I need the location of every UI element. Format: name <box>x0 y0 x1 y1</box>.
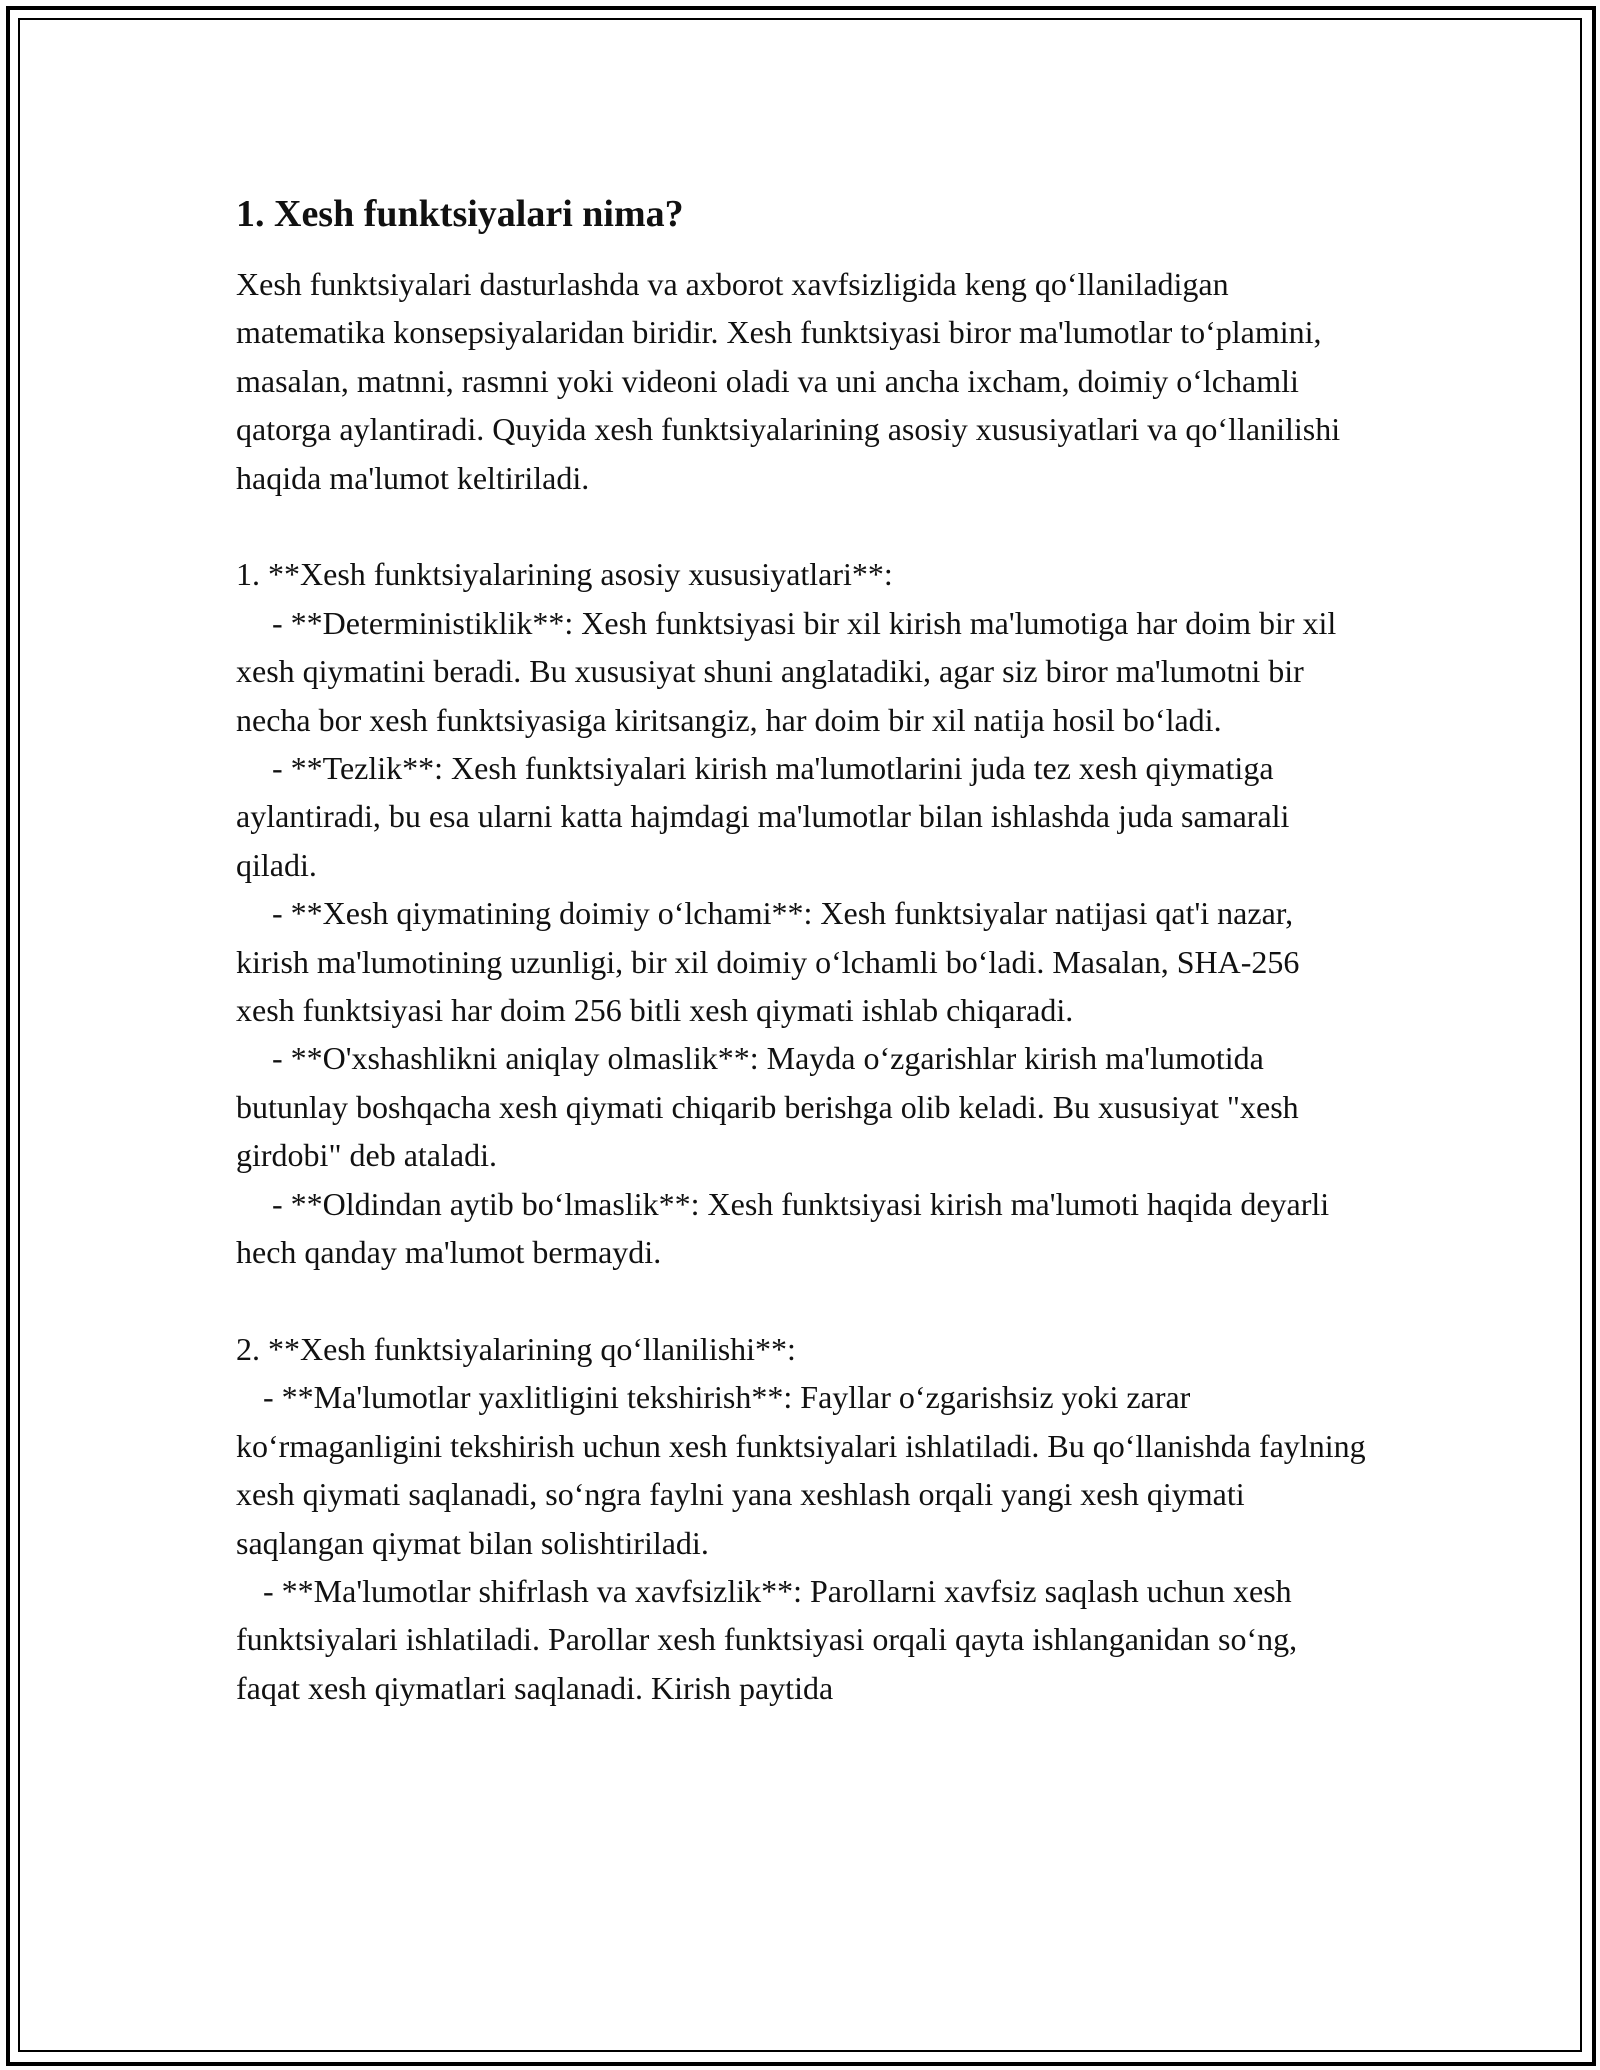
paragraph-spacer <box>236 1277 1366 1325</box>
list-item-speed: - **Tezlik**: Xesh funktsiyalari kirish ma'lumotlarini juda tez xesh qiymatiga aylantiradi, bu esa ularni katta hajmdagi ma'lumotlar bilan ishlashda juda samarali qiladi. <box>236 750 1290 883</box>
properties-title: 1. **Xesh funktsiyalarining asosiy xususiyatlari**: <box>236 556 893 593</box>
document-body <box>236 186 1366 1712</box>
list-item-fixed-size: - **Xesh qiymatining doimiy o‘lchami**: Xesh funktsiyalar natijasi qat'i nazar, kirish ma'lumotining uzunligi, bir xil doimiy o‘lchamli bo‘ladi. Masalan, SHA-256 xesh funktsiyasi har doim 256 bitli xesh qiymati ishlab chiqaradi. <box>236 895 1300 1029</box>
applications-section <box>236 1325 1366 1712</box>
paragraph-spacer <box>236 502 1366 550</box>
list-item-integrity: - **Ma'lumotlar yaxlitligini tekshirish**: Fayllar o‘zgarishsiz yoki zarar ko‘rmaganligini tekshirish uchun xesh funktsiyalari ishlatiladi. Bu qo‘llanishda faylning xesh qiymati saqlanadi, so‘ngra faylni yana xeshlash orqali yangi xesh qiymati saqlangan qiymat bilan solishtiriladi. <box>236 1379 1366 1561</box>
intro-paragraph: Xesh funktsiyalari dasturlashda va axborot xavfsizligida keng qo‘llaniladigan matematika konsepsiyalaridan biridir. Xesh funktsiyasi biror ma'lumotlar to‘plamini, masalan, matnni, rasmni yoki videoni oladi va uni ancha ixcham, doimiy o‘lchamli qatorga aylantiradi. Quyida xesh funktsiyalarining asosiy xususiyatlari va qo‘llanilishi haqida ma'lumot keltiriladi. <box>236 266 1341 496</box>
list-item-unpredictability: - **Oldindan aytib bo‘lmaslik**: Xesh funktsiyasi kirish ma'lumoti haqida deyarli hech qanday ma'lumot bermaydi. <box>236 1185 1330 1271</box>
section-heading: 1. Xesh funktsiyalari nima? <box>236 193 684 235</box>
properties-section <box>236 550 1366 1276</box>
list-item-avalanche: - **O'xshashlikni aniqlay olmaslik**: Mayda o‘zgarishlar kirish ma'lumotida butunlay boshqacha xesh qiymati chiqarib berishga olib keladi. Bu xususiyat "xesh girdobi" deb ataladi. <box>236 1040 1299 1174</box>
list-item-determinism: - **Deterministiklik**: Xesh funktsiyasi bir xil kirish ma'lumotiga har doim bir xil xesh qiymatini beradi. Bu xususiyat shuni anglatadiki, agar siz biror ma'lumotni bir necha bor xesh funktsiyasiga kiritsangiz, har doim bir xil natija hosil bo‘ladi. <box>236 604 1337 738</box>
applications-title: 2. **Xesh funktsiyalarining qo‘llanilishi**: <box>236 1330 796 1367</box>
list-item-security: - **Ma'lumotlar shifrlash va xavfsizlik**: Parollarni xavfsiz saqlash uchun xesh funktsiyalari ishlatiladi. Parollar xesh funktsiyasi orqali qayta ishlanganidan so‘ng, faqat xesh qiymatlari saqlanadi. Kirish paytida <box>236 1572 1298 1706</box>
